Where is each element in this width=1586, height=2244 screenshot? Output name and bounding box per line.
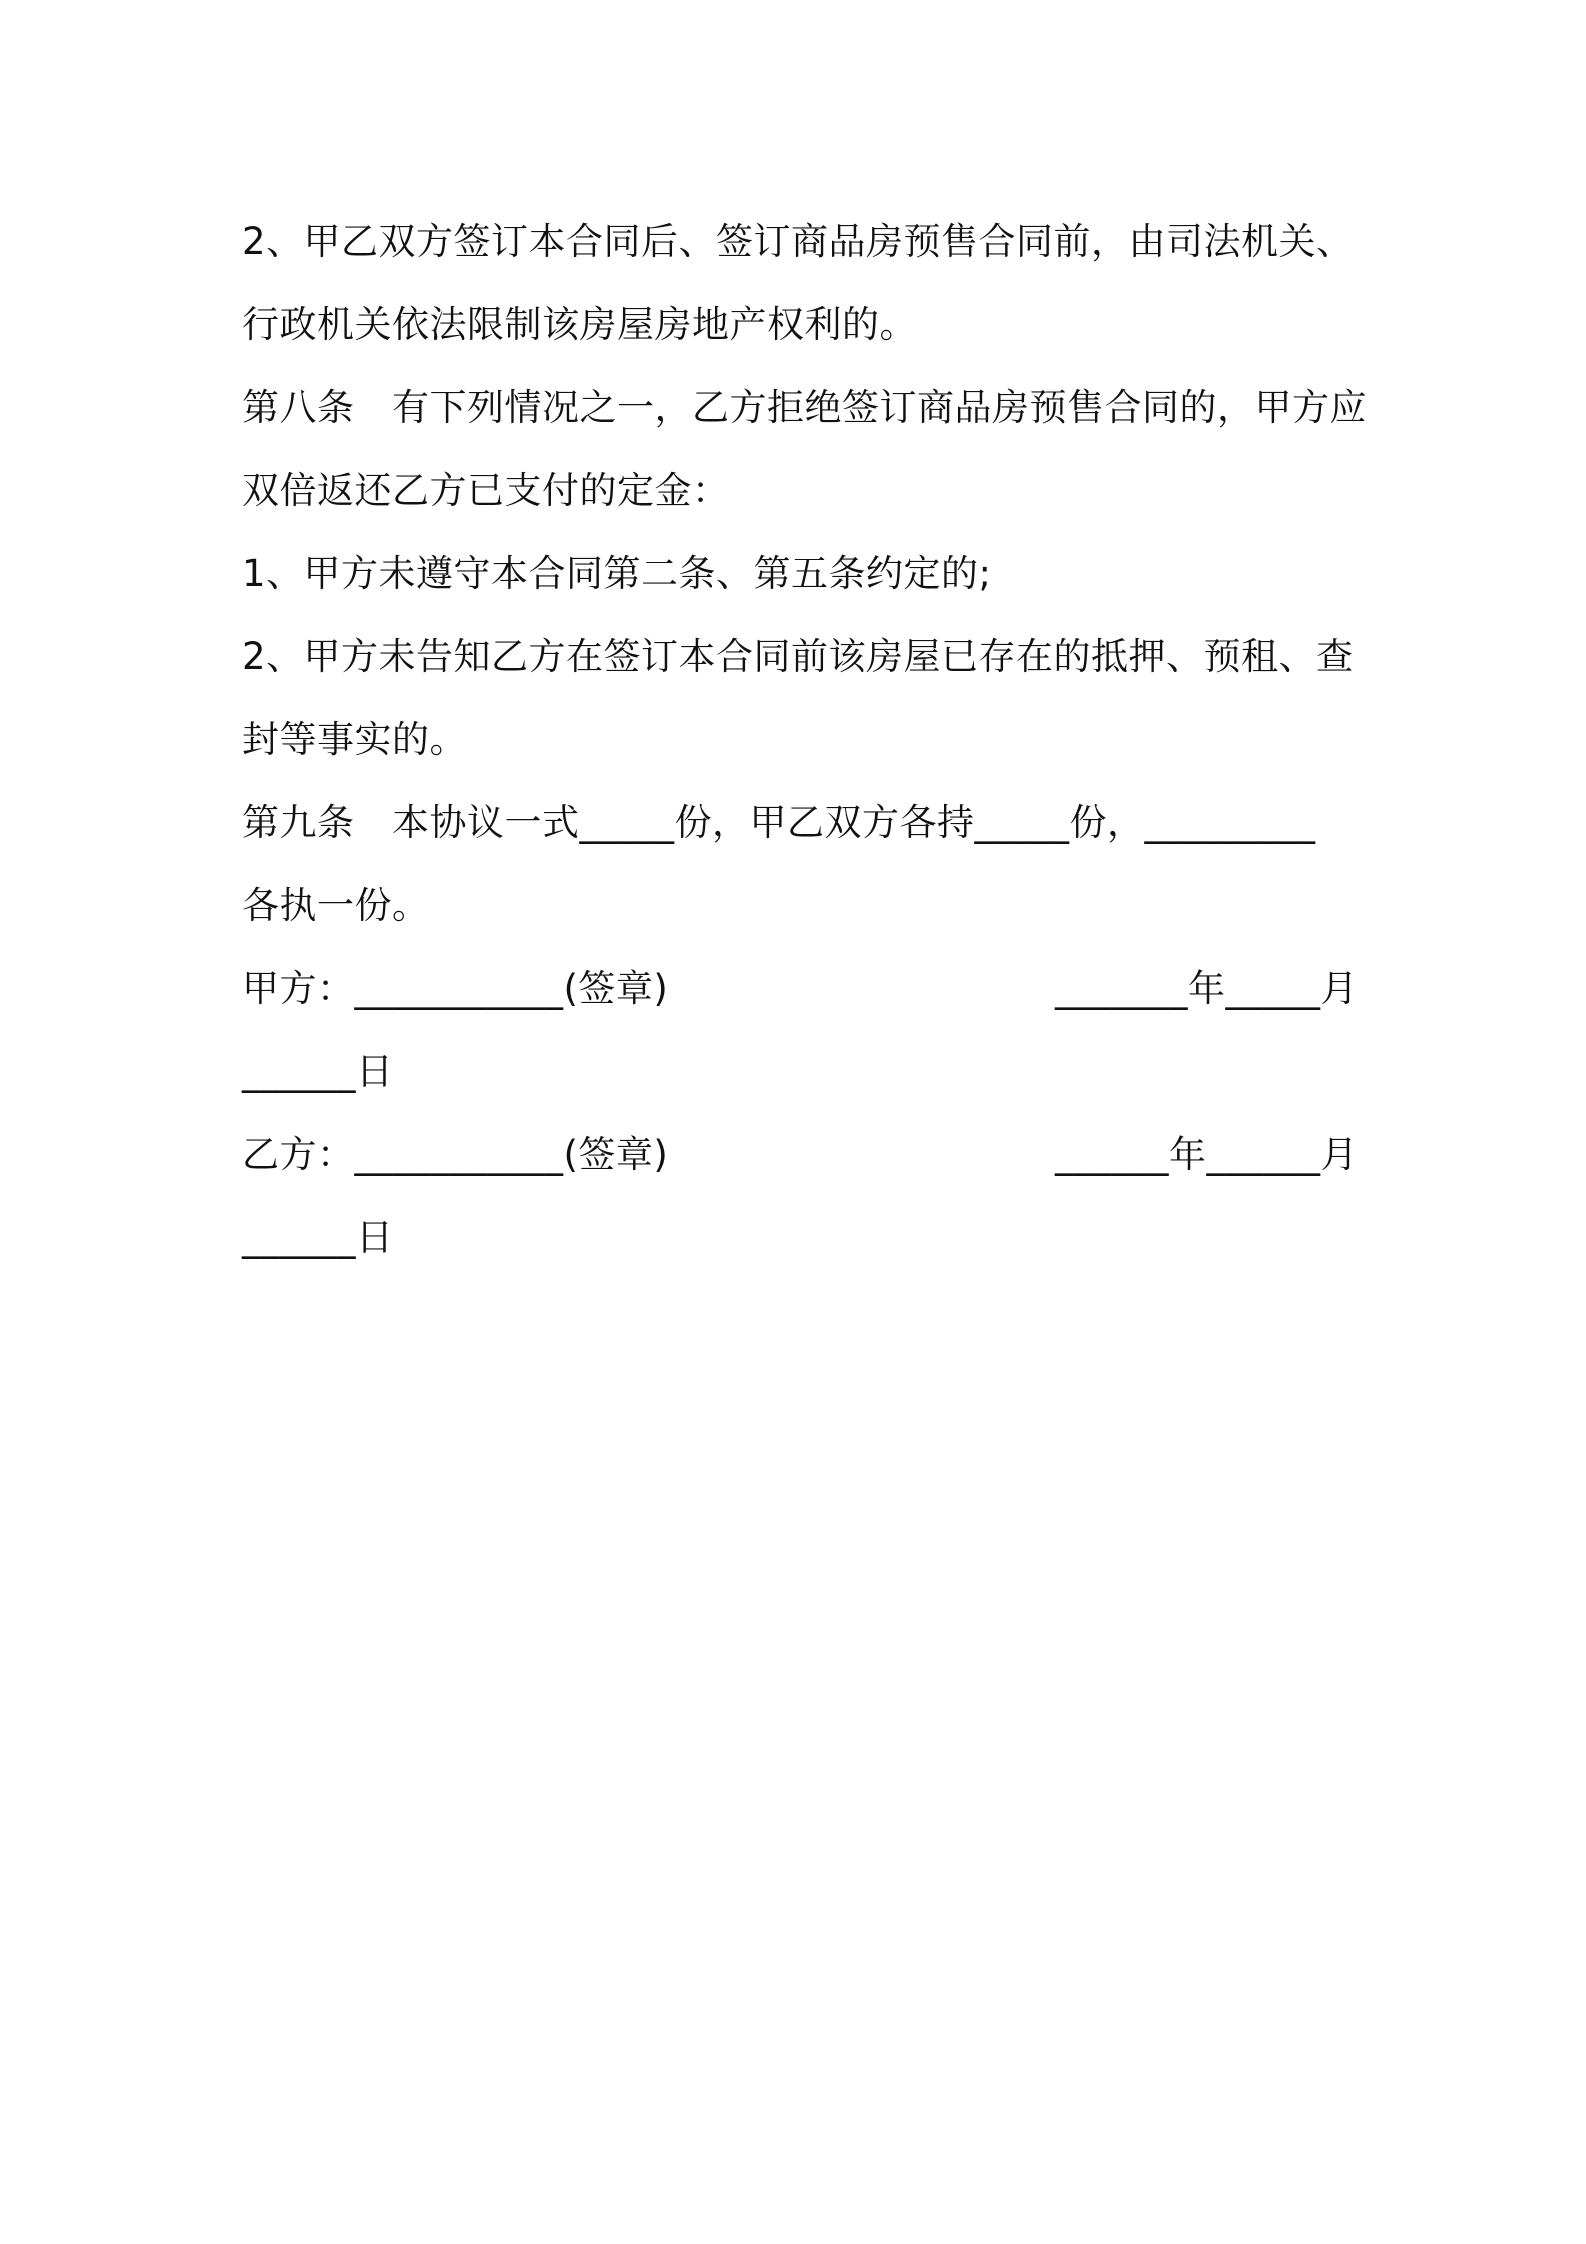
party-b-signature-row xyxy=(242,1113,1358,1196)
clause-line: 第八条 有下列情况之一，乙方拒绝签订商品房预售合同的，甲方应 xyxy=(242,386,1367,429)
party-a-date: _______年_____月 xyxy=(1055,967,1358,1010)
party-a-signature-row xyxy=(242,947,1358,1030)
clause-line: 行政机关依法限制该房屋房地产权利的。 xyxy=(242,303,917,346)
document-body xyxy=(242,200,1367,1279)
clause-line: 2、甲乙双方签订本合同后、签订商品房预售合同前，由司法机关、 xyxy=(242,220,1354,263)
clause-line: 双倍返还乙方已支付的定金： xyxy=(242,469,730,512)
clause-line: 1、甲方未遵守本合同第二条、第五条约定的; xyxy=(242,552,992,595)
clause-line: 第九条 本协议一式_____份，甲乙双方各持_____份，_________ xyxy=(242,801,1316,844)
party-a-label: 甲方：___________(签章) xyxy=(242,967,669,1010)
party-a-day: ______日 xyxy=(242,1050,394,1093)
party-b-day: ______日 xyxy=(242,1216,394,1259)
party-b-label: 乙方：___________(签章) xyxy=(242,1133,669,1176)
clause-line: 封等事实的。 xyxy=(242,718,467,761)
clause-line: 各执一份。 xyxy=(242,884,430,927)
party-b-date: ______年______月 xyxy=(1055,1133,1358,1176)
clause-line: 2、甲方未告知乙方在签订本合同前该房屋已存在的抵押、预租、查 xyxy=(242,635,1354,678)
